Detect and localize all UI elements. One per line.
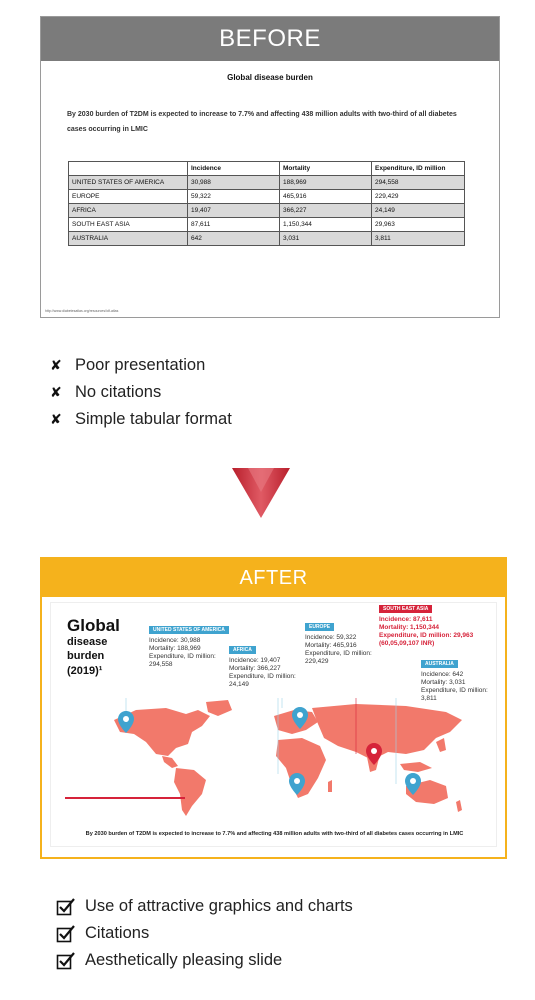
checkbox-checked-icon bbox=[56, 897, 76, 917]
table-header-cell bbox=[69, 162, 188, 176]
table-header-cell: Incidence bbox=[188, 162, 280, 176]
stat-incidence: Incidence: 19,407 bbox=[229, 657, 281, 664]
map-pin-icon bbox=[289, 773, 305, 795]
stat-expenditure-value: 294,558 bbox=[149, 661, 173, 668]
map-pin-icon bbox=[366, 743, 382, 765]
stat-expenditure: Expenditure, ID million: bbox=[149, 653, 216, 660]
table-cell: 59,322 bbox=[188, 190, 280, 204]
list-item bbox=[50, 406, 232, 433]
list-item-label: Citations bbox=[85, 924, 150, 942]
table-cell: UNITED STATES OF AMERICA bbox=[69, 176, 188, 190]
table-header-cell: Mortality bbox=[280, 162, 372, 176]
region-label-south-east-asia: SOUTH EAST ASIA bbox=[379, 605, 432, 613]
before-panel bbox=[40, 16, 500, 318]
before-slide-title: Global disease burden bbox=[227, 73, 313, 82]
title-line: disease bbox=[67, 636, 108, 648]
table-cell: 29,963 bbox=[372, 218, 465, 232]
title-line: (2019)¹ bbox=[67, 665, 103, 677]
down-arrow-shape bbox=[0, 466, 535, 526]
region-stats-africa bbox=[229, 657, 296, 689]
red-divider bbox=[65, 797, 185, 799]
region-stats-usa bbox=[149, 637, 216, 669]
infographic-frame bbox=[50, 602, 497, 847]
stat-incidence: Incidence: 30,988 bbox=[149, 637, 201, 644]
stat-expenditure-value: 229,429 bbox=[305, 658, 329, 665]
table-cell: 3,811 bbox=[372, 232, 465, 246]
table-header-row bbox=[69, 162, 465, 176]
table-cell: 87,611 bbox=[188, 218, 280, 232]
table-cell: 1,150,344 bbox=[280, 218, 372, 232]
before-header: BEFORE bbox=[41, 17, 499, 61]
map-pin-icon bbox=[118, 711, 134, 733]
table-cell: 465,916 bbox=[280, 190, 372, 204]
table-cell: 30,988 bbox=[188, 176, 280, 190]
region-stats-australia bbox=[421, 671, 488, 703]
table-cell: 24,149 bbox=[372, 204, 465, 218]
cross-icon: ✘ bbox=[50, 384, 62, 401]
stat-mortality: Mortality: 465,916 bbox=[305, 642, 357, 649]
table-header-cell: Expenditure, ID million bbox=[372, 162, 465, 176]
stat-expenditure: Expenditure, ID million: bbox=[305, 650, 372, 657]
table-cell: 188,969 bbox=[280, 176, 372, 190]
stat-incidence: Incidence: 87,611 bbox=[379, 616, 433, 623]
region-label-africa: AFRICA bbox=[229, 646, 256, 654]
list-item-label: Aesthetically pleasing slide bbox=[85, 951, 283, 969]
region-label-australia: AUSTRALIA bbox=[421, 660, 458, 668]
list-item bbox=[56, 893, 353, 920]
region-label-usa: UNITED STATES OF AMERICA bbox=[149, 626, 229, 634]
bad-points-list bbox=[50, 352, 232, 433]
stat-expenditure: Expenditure, ID million: bbox=[229, 673, 296, 680]
before-table bbox=[68, 161, 465, 246]
table-cell: 294,558 bbox=[372, 176, 465, 190]
table-cell: AUSTRALIA bbox=[69, 232, 188, 246]
source-link[interactable]: http://www.diabetesatlas.org/resources/idf-atlas bbox=[45, 309, 119, 313]
after-slide bbox=[42, 597, 505, 857]
stat-expenditure: Expenditure, ID million: bbox=[421, 687, 488, 694]
stat-mortality: Mortality: 1,150,344 bbox=[379, 624, 439, 631]
list-item-label: Use of attractive graphics and charts bbox=[85, 897, 353, 915]
map-pin-icon bbox=[405, 773, 421, 795]
region-stats-europe bbox=[305, 634, 372, 666]
list-item bbox=[50, 379, 232, 406]
table-row bbox=[69, 190, 465, 204]
before-slide bbox=[41, 61, 499, 317]
table-cell: 642 bbox=[188, 232, 280, 246]
table-cell: SOUTH EAST ASIA bbox=[69, 218, 188, 232]
map-pin-icon bbox=[292, 707, 308, 729]
after-panel bbox=[40, 557, 507, 859]
good-points-list bbox=[56, 893, 353, 974]
after-header: AFTER bbox=[42, 559, 505, 597]
table-row bbox=[69, 218, 465, 232]
stat-incidence: Incidence: 642 bbox=[421, 671, 464, 678]
checkbox-checked-icon bbox=[56, 924, 76, 944]
table-row bbox=[69, 232, 465, 246]
table-row bbox=[69, 204, 465, 218]
list-item bbox=[50, 352, 232, 379]
list-item-label: Poor presentation bbox=[75, 356, 206, 374]
table-cell: 366,227 bbox=[280, 204, 372, 218]
cross-icon: ✘ bbox=[50, 357, 62, 374]
list-item-label: No citations bbox=[75, 383, 162, 401]
list-item bbox=[56, 920, 353, 947]
title-line: burden bbox=[67, 650, 105, 662]
table-cell: 3,031 bbox=[280, 232, 372, 246]
stat-expenditure: Expenditure, ID million: 29,963 bbox=[379, 632, 474, 639]
stat-incidence: Incidence: 59,322 bbox=[305, 634, 357, 641]
table-cell: 19,407 bbox=[188, 204, 280, 218]
table-cell: AFRICA bbox=[69, 204, 188, 218]
table-cell: 229,429 bbox=[372, 190, 465, 204]
list-item bbox=[56, 947, 353, 974]
before-summary: By 2030 burden of T2DM is expected to increase to 7.7% and affecting 438 million adults with two-third of all diabetes cases occurring in LMIC bbox=[67, 111, 457, 133]
checkbox-checked-icon bbox=[56, 951, 76, 971]
bottom-note: By 2030 burden of T2DM is expected to increase to 7.7% and affecting 438 million adults with two-third of all diabetes cases occurring in LMIC bbox=[85, 831, 464, 837]
stat-expenditure-value: 3,811 bbox=[421, 695, 437, 702]
cross-icon: ✘ bbox=[50, 411, 62, 428]
stat-mortality: Mortality: 366,227 bbox=[229, 665, 281, 672]
stat-mortality: Mortality: 188,969 bbox=[149, 645, 201, 652]
stat-mortality: Mortality: 3,031 bbox=[421, 679, 466, 686]
list-item-label: Simple tabular format bbox=[75, 410, 232, 428]
stat-expenditure-value: 24,149 bbox=[229, 681, 249, 688]
region-label-europe: EUROPE bbox=[305, 623, 334, 631]
title-line: Global bbox=[67, 616, 120, 635]
table-row bbox=[69, 176, 465, 190]
stat-inr: (60,05,09,107 INR) bbox=[379, 640, 435, 647]
region-stats-south-east-asia bbox=[379, 616, 473, 648]
table-cell: EUROPE bbox=[69, 190, 188, 204]
